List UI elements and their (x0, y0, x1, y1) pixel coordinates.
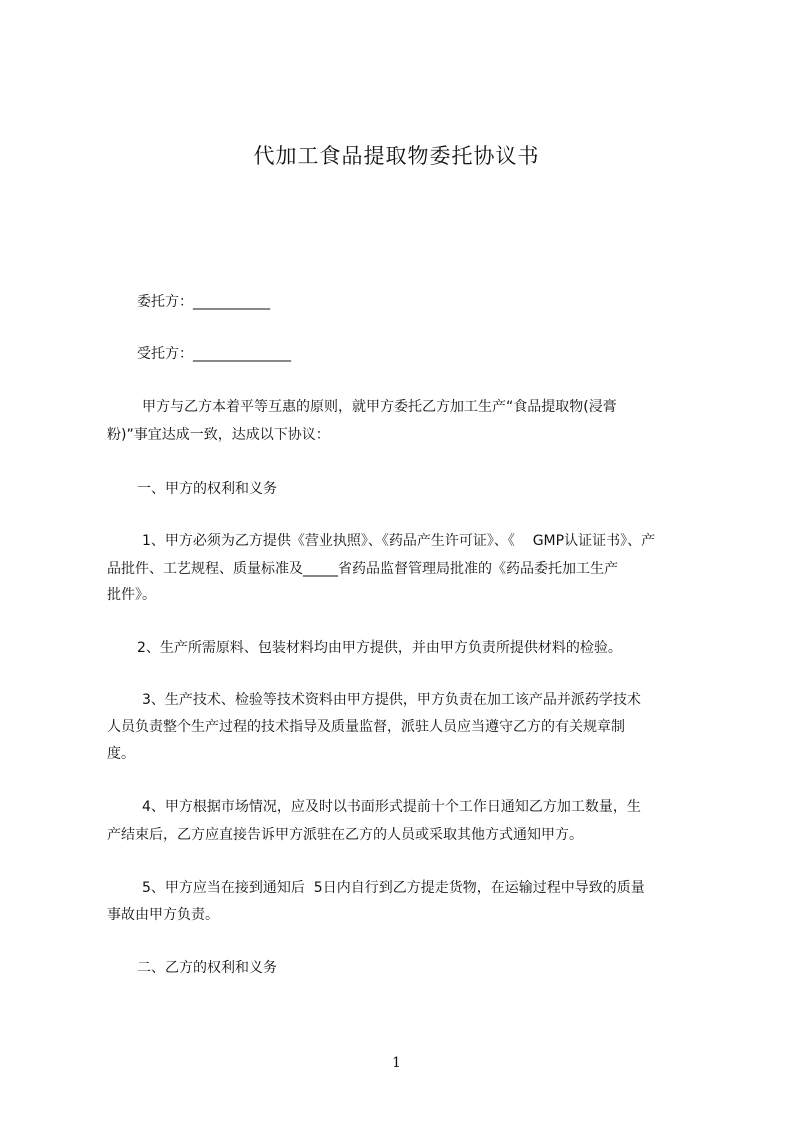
section-2-heading: 二、乙方的权利和义务 (137, 960, 277, 976)
contractor-label: 受托方：______________ (137, 346, 291, 362)
clause-5-line-2: 事故由甲方负责。 (107, 907, 219, 923)
intro-line-2: 粉)”事宜达成一致，达成以下协议： (107, 427, 330, 443)
clause-3-line-2: 人员负责整个生产过程的技术指导及质量监督，派驻人员应当遵守乙方的有关规章制 (107, 719, 625, 735)
page-number: 1 (392, 1055, 401, 1071)
intro-line-1: 甲方与乙方本着平等互惠的原则，就甲方委托乙方加工生产“食品提取物(浸膏 (142, 399, 617, 415)
clause-1-line-3: 批件》。 (107, 587, 156, 603)
clause-3-line-3: 度。 (107, 746, 135, 762)
clause-4-line-2: 产结束后，乙方应直接告诉甲方派驻在乙方的人员或采取其他方式通知甲方。 (107, 827, 583, 843)
document-title: 代加工食品提取物委托协议书 (253, 144, 540, 168)
client-label: 委托方：___________ (137, 294, 270, 310)
clause-3-line-1: 3、生产技术、检验等技术资料由甲方提供，甲方负责在加工该产品并派药学技术 (142, 692, 641, 708)
section-1-heading: 一、甲方的权利和义务 (137, 481, 277, 497)
clause-1-line-2: 品批件、工艺规程、质量标准及_____省药品监督管理局批准的《药品委托加工生产 (107, 561, 618, 577)
clause-5-line-1: 5、甲方应当在接到通知后 5日内自行到乙方提走货物，在运输过程中导致的质量 (142, 880, 645, 896)
clause-1-line-1: 1、甲方必须为乙方提供《营业执照》、《药品产生许可证》、《 GMP认证证书》、产 (142, 533, 656, 549)
clause-2-line-1: 2、生产所需原料、包装材料均由甲方提供，并由甲方负责所提供材料的检验。 (137, 640, 622, 656)
clause-4-line-1: 4、甲方根据市场情况，应及时以书面形式提前十个工作日通知乙方加工数量，生 (142, 799, 641, 815)
